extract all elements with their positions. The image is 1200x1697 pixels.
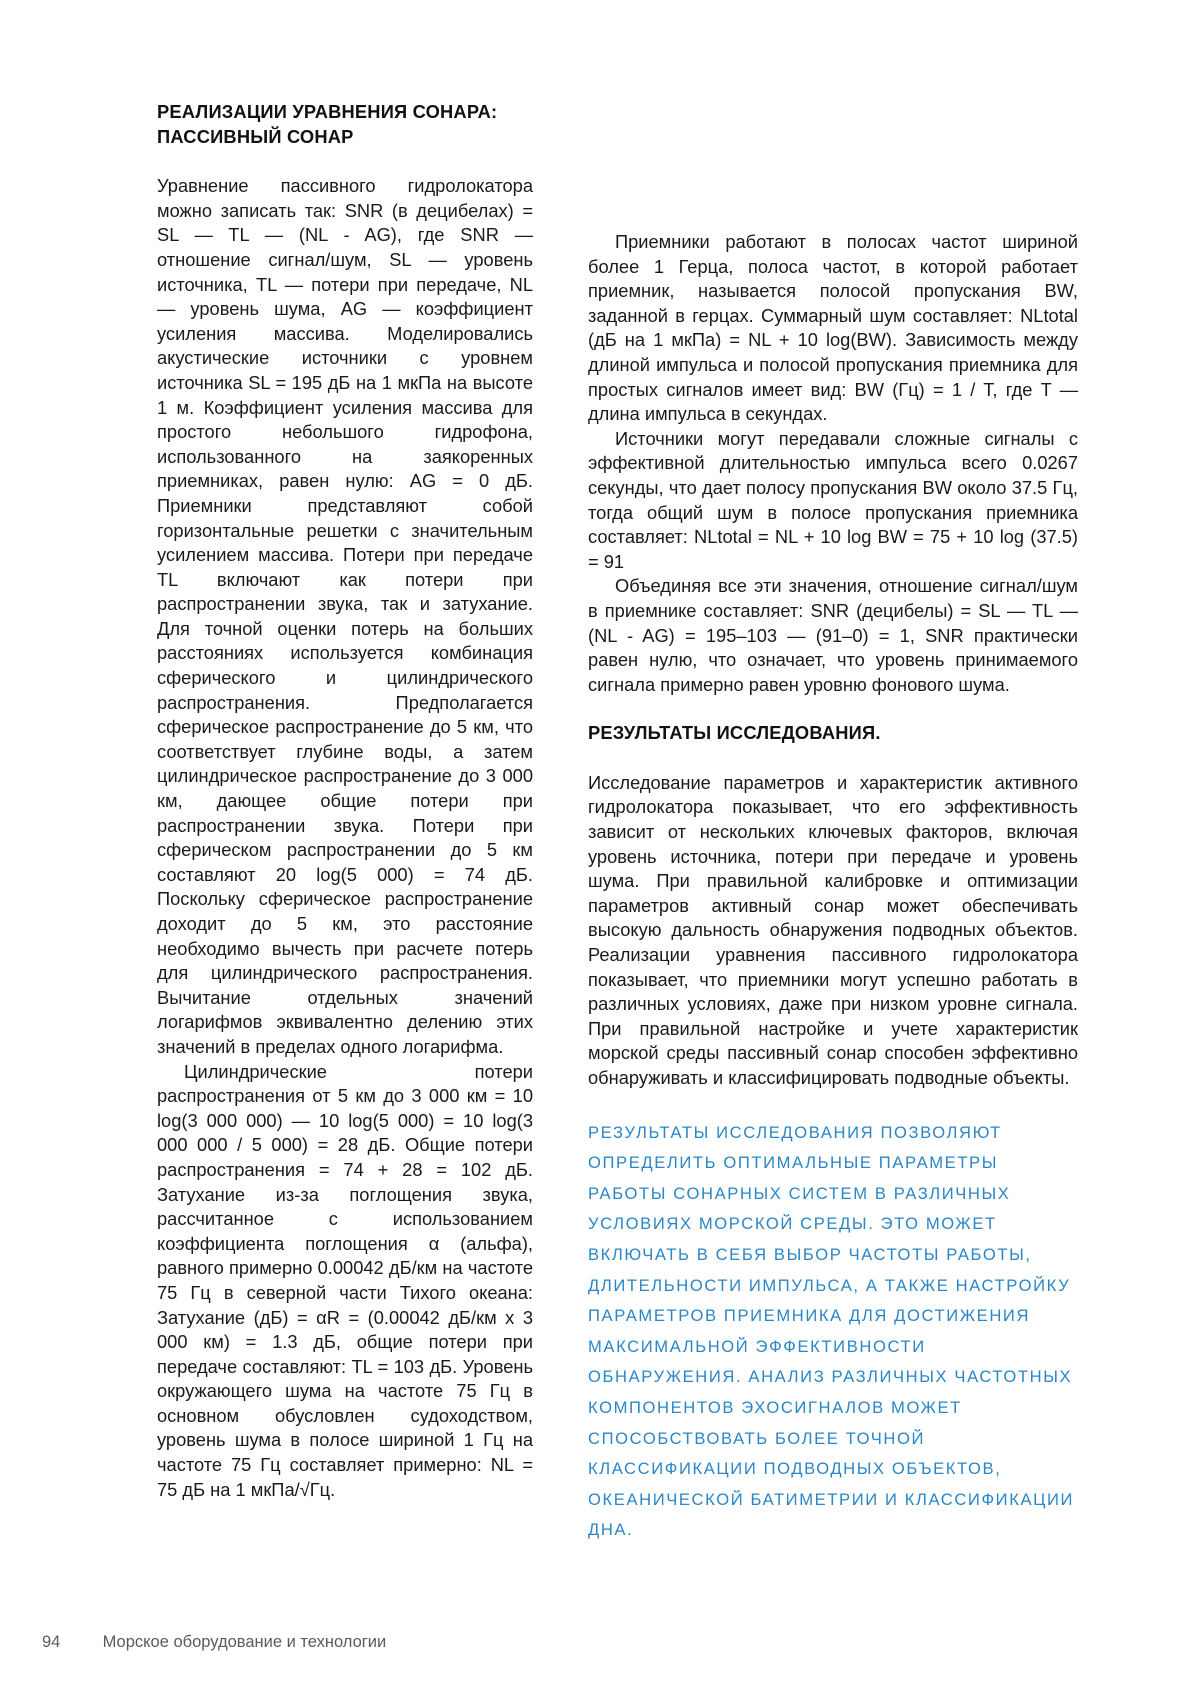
page-footer: [42, 1633, 386, 1652]
journal-title: Морское оборудование и технологии: [102, 1633, 387, 1651]
section-heading-passive-sonar: РЕАЛИЗАЦИИ УРАВНЕНИЯ СОНАРА: ПАССИВНЫЙ СОНАР: [157, 101, 498, 147]
paragraph: Объединяя все эти значения, отношение сигнал/шум в приемнике составляет: SNR (децибелы) = SL — TL — (NL - AG) = 195–103 — (91–0) = 1, SNR практически равен нулю, что означает, что уровень принимаемого сигнала примерно равен уровню фонового шума.: [588, 575, 1078, 695]
paragraph: Приемники работают в полосах частот шириной более 1 Герца, полоса частот, в которой работает приемник, называется полосой пропускания BW, заданной в герцах. Суммарный шум составляет: NLtotal (дБ на 1 мкПа) = NL + 10 log(BW). Зависимость между длиной импульса и полосой пропускания приемника для простых сигналов имеет вид: BW (Гц) = 1 / T, где T — длина импульса в секундах.: [588, 231, 1078, 425]
paragraph: Цилиндрические потери распространения от 5 км до 3 000 км = 10 log(3 000 000) — 10 log(5 000) = 10 log(3 000 000 / 5 000) = 28 дБ. Общие потери распространения = 74 + 28 = 102 дБ. Затухание из-за поглощения звука, рассчитанное с использованием коэффициента поглощения α (альфа), равного примерно 0.00042 дБ/км на частоте 75 Гц в северной части Тихого океана: Затухание (дБ) = αR = (0.00042 дБ/км x 3 000 км) = 1.3 дБ, общие потери при передаче составляют: TL = 103 дБ. Уровень окружающего шума на частоте 75 Гц в основном обусловлен судоходством, уровень шума в полосе шириной 1 Гц на частоте 75 Гц составляет примерно: NL = 75 дБ на 1 мкПа/√Гц.: [157, 1060, 533, 1500]
paragraph: Уравнение пассивного гидролокатора можно записать так: SNR (в децибелах) = SL — TL — (NL - AG), где SNR — отношение сигнал/шум, SL — уровень источника, TL — потери при передаче, NL — уровень шума, AG — коэффициент усиления массива. Моделировались акустические источники с уровнем источника SL = 195 дБ на 1 мкПа на высоте 1 м. Коэффициент усиления массива для простого небольшого гидрофона, использованного на заякоренных приемниках, равен нулю: AG = 0 дБ. Приемники представляют собой горизонтальные решетки с значительным усилением массива. Потери при передаче TL включают как потери при распространении звука, так и затухание. Для точной оценки потерь на больших расстояниях используется комбинация сферического и цилиндрического распространения. Предполагается сферическое распространение до 5 км, что соответствует глубине воды, а затем цилиндрическое распространение до 3 000 км, дающее общие потери при распространении звука. Потери при сферическом распространении до 5 км составляют 20 log(5 000) = 74 дБ. Поскольку сферическое распространение доходит до 5 км, это расстояние необходимо вычесть при расчете потерь для цилиндрического распространения. Вычитание отдельных значений логарифмов эквивалентно делению этих значений в пределах одного логарифма.: [157, 175, 533, 1057]
paragraph: Исследование параметров и характеристик активного гидролокатора показывает, что его эффективность зависит от нескольких ключевых факторов, включая уровень источника, потери при передаче и уровень шума. При правильной калибровке и оптимизации параметров активный сонар может обеспечивать высокую дальность обнаружения подводных объектов. Реализации уравнения пассивного гидролокатора показывает, что приемники могут успешно работать в различных условиях, даже при низком уровне сигнала. При правильной настройке и учете характеристик морской среды пассивный сонар способен эффективно обнаруживать и классифицировать подводные объекты.: [588, 771, 1078, 1088]
paragraph: Источники могут передавали сложные сигналы с эффективной длительностью импульса всего 0.0267 секунды, что дает полосу пропускания BW около 37.5 Гц, тогда общий шум в полосе пропускания приемника составляет: NLtotal = NL + 10 log BW = 75 + 10 log (37.5) = 91: [588, 427, 1078, 572]
section-heading-results: РЕЗУЛЬТАТЫ ИССЛЕДОВАНИЯ.: [588, 722, 881, 744]
page-number: 94: [42, 1633, 61, 1651]
pull-quote: РЕЗУЛЬТАТЫ ИССЛЕДОВАНИЯ ПОЗВОЛЯЮТ ОПРЕДЕЛИТЬ ОПТИМАЛЬНЫЕ ПАРАМЕТРЫ РАБОТЫ СОНАРНЫХ СИСТЕМ В РАЗЛИЧНЫХ УСЛОВИЯХ МОРСКОЙ СРЕДЫ. ЭТО МОЖЕТ ВКЛЮЧАТЬ В СЕБЯ ВЫБОР ЧАСТОТЫ РАБОТЫ, ДЛИТЕЛЬНОСТИ ИМПУЛЬСА, А ТАКЖЕ НАСТРОЙКУ ПАРАМЕТРОВ ПРИЕМНИКА ДЛЯ ДОСТИЖЕНИЯ МАКСИМАЛЬНОЙ ЭФФЕКТИВНОСТИ ОБНАРУЖЕНИЯ. АНАЛИЗ РАЗЛИЧНЫХ ЧАСТОТНЫХ КОМПОНЕНТОВ ЭХОСИГНАЛОВ МОЖЕТ СПОСОБСТВОВАТЬ БОЛЕЕ ТОЧНОЙ КЛАССИФИКАЦИИ ПОДВОДНЫХ ОБЪЕКТОВ, ОКЕАНИЧЕСКОЙ БАТИМЕТРИИ И КЛАССИФИКАЦИИ ДНА.: [588, 1122, 1075, 1540]
left-column: [157, 100, 533, 1502]
right-column: [588, 230, 1078, 1546]
